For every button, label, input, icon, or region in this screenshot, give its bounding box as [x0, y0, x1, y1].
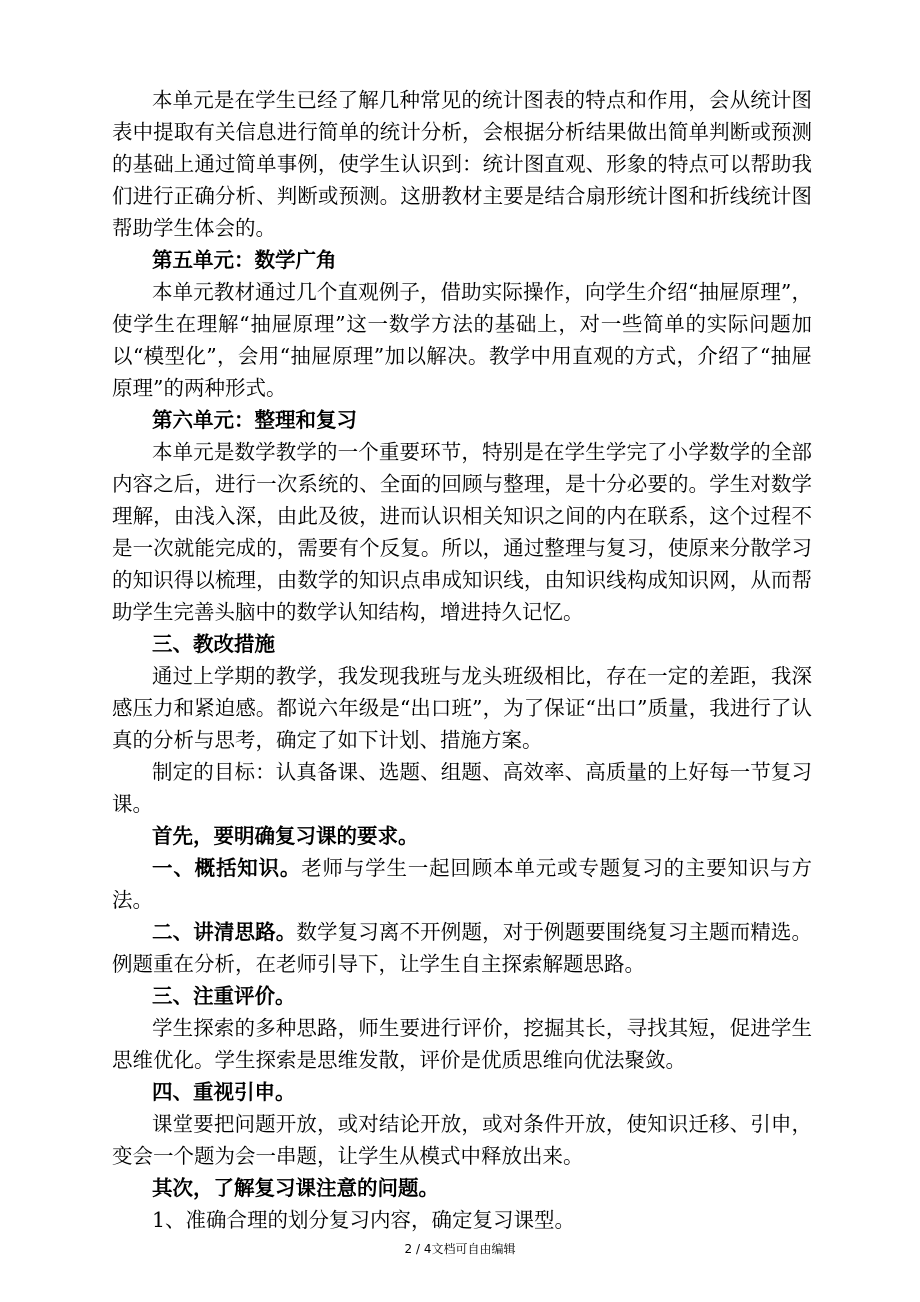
heading-unit-six: 第六单元：整理和复习 — [152, 408, 357, 432]
item-summarize-knowledge — [112, 852, 812, 916]
paragraph-goal: 制定的目标：认真备课、选题、组题、高效率、高质量的上好每一节复习课。 — [112, 760, 812, 816]
item-summarize-knowledge-title: 一、概括知识。 — [152, 856, 302, 880]
document-body — [112, 84, 812, 1236]
item-explain-ideas — [112, 916, 812, 980]
paragraph-teaching-measures: 通过上学期的教学，我发现我班与龙头班级相比，存在一定的差距，我深感压力和紧迫感。都说六年级是“出口班”，为了保证“出口”质量，我进行了认真的分析与思考，确定了如下计划、措施方案。 — [112, 664, 812, 752]
paragraph-point-one: 1、准确合理的划分复习内容，确定复习课型。 — [152, 1208, 576, 1232]
paragraph-unit-six: 本单元是数学教学的一个重要环节，特别是在学生学完了小学数学的全部内容之后，进行一次系统的、全面的回顾与整理，是十分必要的。学生对数学理解，由浅入深，由此及彼，进而认识相关知识之间的内在联系，这个过程不是一次就能完成的，需要有个反复。所以，通过整理与复习，使原来分散学习的知识得以梳理，由数学的知识点串成知识线，由知识线构成知识网，从而帮助学生完善头脑中的数学认知结构，增进持久记忆。 — [112, 440, 812, 624]
item-summarize-knowledge-text: 老师与学生一起回顾本单元或专题复习的主要知识与方法。 — [112, 856, 813, 912]
paragraph-statistics-unit: 本单元是在学生已经了解几种常见的统计图表的特点和作用，会从统计图表中提取有关信息进行简单的统计分析，会根据分析结果做出简单判断或预测的基础上通过简单事例，使学生认识到：统计图直观、形象的特点可以帮助我们进行正确分析、判断或预测。这册教材主要是结合扇形统计图和折线统计图帮助学生体会的。 — [112, 88, 812, 240]
paragraph-unit-five: 本单元教材通过几个直观例子，借助实际操作，向学生介绍“抽屉原理”，使学生在理解“抽屉原理”这一数学方法的基础上，对一些简单的实际问题加以“模型化”，会用“抽屉原理”加以解决。教学中用直观的方式，介绍了“抽屉原理”的两种形式。 — [112, 280, 812, 400]
item-explain-ideas-title: 二、讲清思路。 — [152, 920, 297, 944]
heading-evaluation: 三、注重评价。 — [152, 984, 296, 1008]
paragraph-extension: 课堂要把问题开放，或对结论开放，或对条件开放，使知识迁移、引申，变会一个题为会一串题，让学生从模式中释放出来。 — [112, 1112, 812, 1168]
heading-review-requirements: 首先，要明确复习课的要求。 — [152, 824, 419, 848]
heading-teaching-measures: 三、教改措施 — [152, 632, 275, 656]
heading-unit-five: 第五单元：数学广角 — [152, 248, 337, 272]
item-explain-ideas-text: 数学复习离不开例题，对于例题要围绕复习主题而精选。例题重在分析，在老师引导下，让学生自主探索解题思路。 — [112, 920, 813, 976]
paragraph-evaluation: 学生探索的多种思路，师生要进行评价，挖掘其长，寻找其短，促进学生思维优化。学生探索是思维发散，评价是优质思维向优法聚敛。 — [112, 1016, 812, 1072]
page-footer: 2 / 4文档可自由编辑 — [404, 1242, 516, 1256]
heading-extension: 四、重视引申。 — [152, 1080, 296, 1104]
heading-review-issues: 其次，了解复习课注意的问题。 — [152, 1176, 439, 1200]
